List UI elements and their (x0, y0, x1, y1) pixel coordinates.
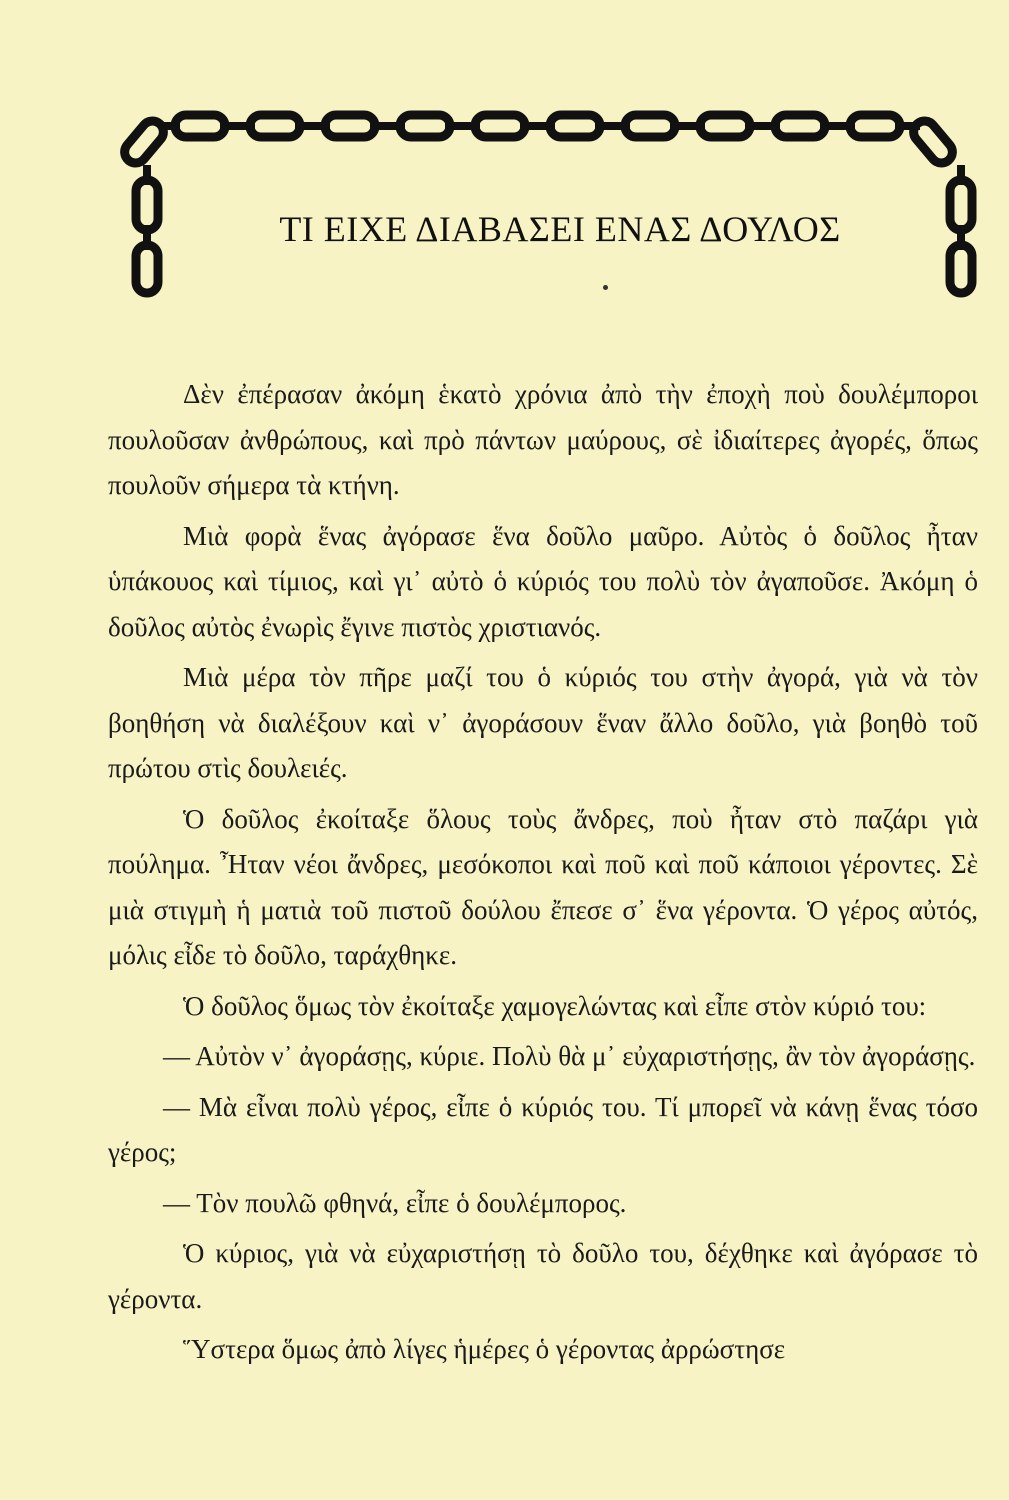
dialog-line-2: — Μὰ εἶναι πολὺ γέρος, εἶπε ὁ κύριός του. Τί μπορεῖ νὰ κάνῃ ἕνας τόσο γέρος; (108, 1091, 978, 1167)
dialog-line-1: — Αὐτὸν ν᾽ ἀγοράσῃς, κύριε. Πολὺ θὰ μ᾽ εὐχαριστήσῃς, ἂν τὸν ἀγοράσῃς. (163, 1041, 976, 1071)
dialog-line-3: — Τὸν πουλῶ φθηνά, εἶπε ὁ δουλέμπορος. (163, 1187, 627, 1218)
chapter-title: ΤΙ ΕΙΧΕ ΔΙΑΒΑΣΕΙ ΕΝΑΣ ΔΟΥΛΟΣ (279, 209, 841, 249)
paragraph-3: Μιὰ μέρα τὸν πῆρε μαζί του ὁ κύριός του στὴν ἀγορά, γιὰ νὰ τὸν βοηθήση νὰ διαλέξουν καὶ ν᾽ ἀγοράσουν ἕναν ἄλλο δοῦλο, γιὰ βοηθὸ τοῦ πρώτου στὶς δουλειές. (108, 662, 978, 783)
title-ornament-dot (603, 285, 608, 290)
paragraph-4: Ὁ δοῦλος ἐκοίταξε ὅλους τοὺς ἄνδρες, ποὺ ἦταν στὸ παζάρι γιὰ πούλημα. Ἦταν νέοι ἄνδρες, μεσόκοποι καὶ ποῦ καὶ ποῦ κάποιοι γέροντες. Σὲ μιὰ στιγμὴ ἡ ματιὰ τοῦ πιστοῦ δούλου ἔπεσε σ᾽ ἕνα γέροντα. Ὁ γέρος αὐτός, μόλις εἶδε τὸ δοῦλο, ταράχθηκε. (108, 803, 978, 970)
chain-border-decoration (0, 0, 1009, 320)
paragraph-10: Ὕστερα ὅμως ἀπὸ λίγες ἡμέρες ὁ γέροντας ἀρρώστησε (183, 1334, 786, 1364)
story-body (108, 372, 978, 1378)
paragraph-2: Μιὰ φορὰ ἕνας ἀγόρασε ἕνα δοῦλο μαῦρο. Αὐτὸς ὁ δοῦλος ἦταν ὑπάκουος καὶ τίμιος, καὶ γι᾽ αὐτὸ ὁ κύριός του πολὺ τὸν ἀγαποῦσε. Ἀκόμη ὁ δοῦλος αὐτὸς ἐνωρὶς ἔγινε πιστὸς χριστιανός. (108, 520, 978, 642)
paragraph-9: Ὁ κύριος, γιὰ νὰ εὐχαριστήσῃ τὸ δοῦλο του, δέχθηκε καὶ ἀγόρασε τὸ γέροντα. (108, 1238, 978, 1314)
paragraph-5: Ὁ δοῦλος ὅμως τὸν ἐκοίταξε χαμογελώντας καὶ εἶπε στὸν κύριό του: (183, 990, 927, 1021)
paragraph-1: Δὲν ἐπέρασαν ἀκόμη ἑκατὸ χρόνια ἀπὸ τὴν ἐποχὴ ποὺ δουλέμποροι πουλοῦσαν ἀνθρώπους, καὶ πρὸ πάντων μαύρους, σὲ ἰδιαίτερες ἀγορές, ὅπως πουλοῦν σήμερα τὰ κτήνη. (108, 379, 978, 500)
